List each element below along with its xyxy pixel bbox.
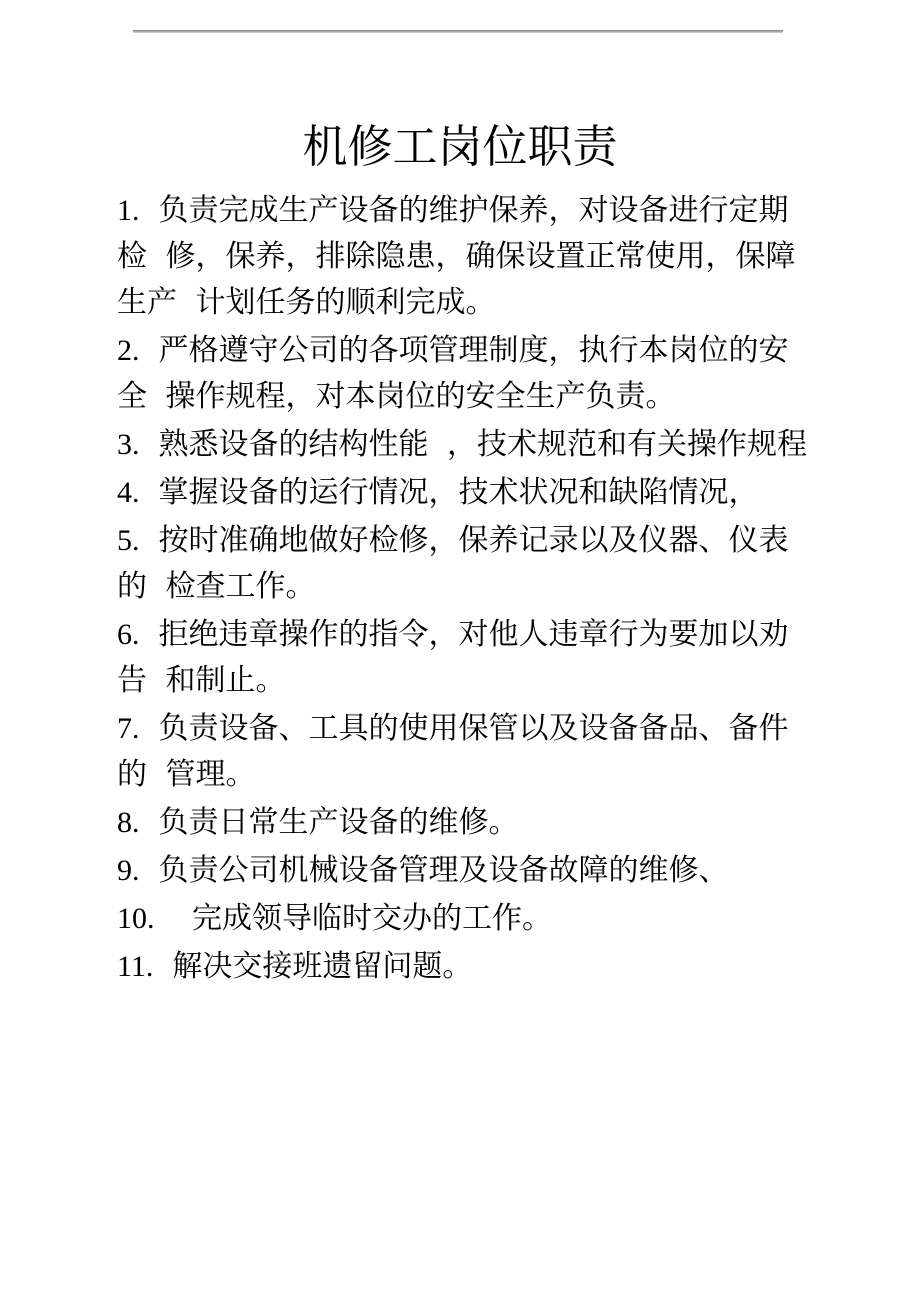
item-first-line (117, 944, 837, 990)
item-number: 6. (117, 618, 140, 651)
item-first-line (117, 422, 837, 468)
item-text: 负责公司机械设备管理及设备故障的维修、 (158, 854, 729, 887)
list-item (117, 706, 837, 798)
list-item (117, 518, 837, 610)
item-wrap-line: 的 检查工作。 (117, 570, 316, 603)
item-first-line (117, 706, 837, 752)
header-rule (133, 30, 783, 33)
list-item (117, 422, 837, 468)
item-first-line (117, 800, 837, 846)
item-number: 10. (117, 902, 155, 935)
item-number: 1. (117, 194, 140, 227)
page-title: 机修工岗位职责 (302, 122, 618, 172)
item-number: 3. (117, 428, 140, 461)
list-item (117, 612, 837, 704)
list-item (117, 896, 837, 942)
item-number: 11. (117, 950, 154, 983)
item-text: 严格遵守公司的各项管理制度，执行本岗位的安 (158, 334, 789, 367)
item-number: 4. (117, 476, 140, 509)
responsibility-list (117, 188, 837, 992)
item-first-line (117, 848, 837, 894)
list-item (117, 188, 837, 326)
item-number: 7. (117, 712, 140, 745)
item-text: 负责完成生产设备的维护保养，对设备进行定期 (158, 194, 789, 227)
item-first-line (117, 188, 837, 234)
item-text: 完成领导临时交办的工作。 (173, 902, 552, 935)
item-text: 拒绝违章操作的指令，对他人违章行为要加以劝 (158, 618, 789, 651)
item-text: 负责日常生产设备的维修。 (158, 806, 519, 839)
item-text: 熟悉设备的结构性能 ，技术规范和有关操作规程 (158, 428, 807, 461)
item-text: 负责设备、工具的使用保管以及设备备品、备件 (158, 712, 789, 745)
item-number: 5. (117, 524, 140, 557)
item-text: 按时准确地做好检修，保养记录以及仪器、仪表 (158, 524, 789, 557)
item-text: 解决交接班遗留问题。 (172, 950, 473, 983)
list-item (117, 848, 837, 894)
list-item (117, 944, 837, 990)
item-wrap-line: 检 修，保养，排除隐患，确保设置正常使用，保障 (117, 240, 796, 273)
item-first-line (117, 470, 837, 516)
item-first-line (117, 328, 837, 374)
item-wrap-line: 全 操作规程，对本岗位的安全生产负责。 (117, 380, 676, 413)
list-item (117, 328, 837, 420)
item-wrap-line: 的 管理。 (117, 758, 256, 791)
item-number: 8. (117, 806, 140, 839)
item-first-line (117, 612, 837, 658)
item-first-line (117, 896, 837, 942)
list-item (117, 470, 837, 516)
item-number: 9. (117, 854, 140, 887)
item-wrap-line: 告 和制止。 (117, 664, 286, 697)
item-number: 2. (117, 334, 140, 367)
list-item (117, 800, 837, 846)
item-text: 掌握设备的运行情况，技术状况和缺陷情况， (158, 476, 759, 509)
item-wrap-line: 生产 计划任务的顺利完成。 (117, 286, 496, 319)
item-first-line (117, 518, 837, 564)
